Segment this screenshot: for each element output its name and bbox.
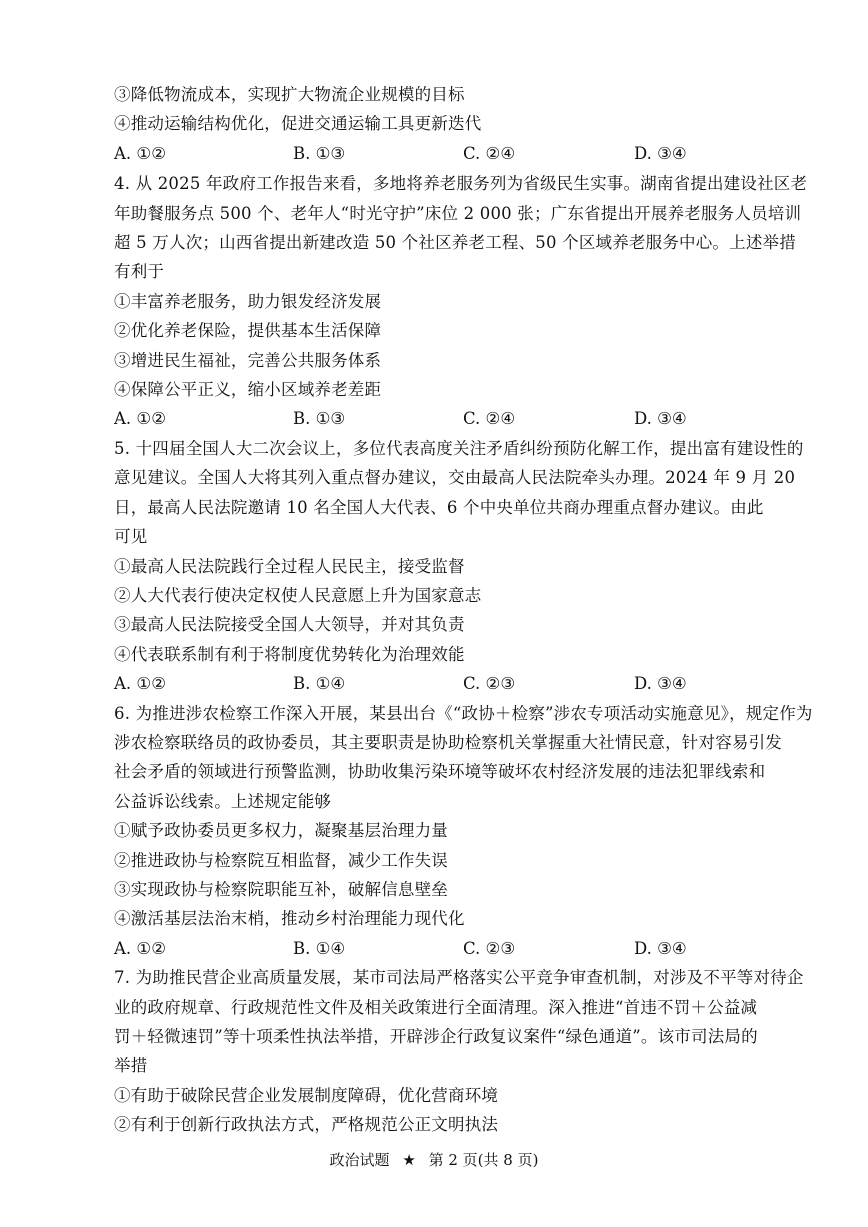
q5-choice-b: B. ①④: [293, 674, 346, 693]
q5-stem-line-1: 5. 十四届全国人大二次会议上，多位代表高度关注矛盾纠纷预防化解工作，提出富有建设性的: [114, 439, 804, 458]
q3-choice-b: B. ①③: [293, 144, 346, 163]
footer-page-number: 第 2 页(共 8 页): [428, 1151, 539, 1169]
q6-option-4: ④激活基层法治末梢，推动乡村治理能力现代化: [114, 909, 465, 928]
q3-choices: [114, 143, 754, 165]
q5-choice-c: C. ②③: [463, 674, 516, 693]
q6-choice-d: D. ③④: [634, 939, 687, 958]
q3-option-3: ③降低物流成本，实现扩大物流企业规模的目标: [114, 85, 465, 104]
q7-stem-line-1: 7. 为助推民营企业高质量发展，某市司法局严格落实公平竞争审查机制，对涉及不平等对待企: [114, 968, 804, 987]
q7-stem-line-4: 举措: [114, 1056, 148, 1075]
q5-option-1: ①最高人民法院践行全过程人民民主，接受监督: [114, 557, 465, 576]
q5-choices: [114, 673, 754, 695]
q5-stem-line-2: 意见建议。全国人大将其列入重点督办建议，交由最高人民法院牵头办理。2024 年 9 月 20: [114, 468, 796, 487]
q3-choice-a: A. ①②: [114, 144, 166, 163]
q4-stem-line-2: 年助餐服务点 500 个、老年人“时光守护”床位 2 000 张；广东省提出开展养老服务人员培训: [114, 204, 802, 223]
q4-choice-d: D. ③④: [634, 409, 687, 428]
q6-choice-b: B. ①④: [293, 939, 346, 958]
page-footer: [0, 1150, 868, 1170]
q6-stem-line-3: 社会矛盾的领域进行预警监测，协助收集污染环境等破坏农村经济发展的违法犯罪线索和: [114, 762, 766, 781]
q4-option-1: ①丰富养老服务，助力银发经济发展: [114, 292, 382, 311]
q7-stem-line-2: 业的政府规章、行政规范性文件及相关政策进行全面清理。深入推进“首违不罚＋公益减: [114, 998, 758, 1017]
q6-option-1: ①赋予政协委员更多权力，凝聚基层治理力量: [114, 821, 448, 840]
q5-choice-d: D. ③④: [634, 674, 687, 693]
q3-option-4: ④推动运输结构优化，促进交通运输工具更新迭代: [114, 114, 482, 133]
q4-choice-b: B. ①③: [293, 409, 346, 428]
q6-choices: [114, 938, 754, 960]
q5-choice-a: A. ①②: [114, 674, 166, 693]
q6-stem-line-4: 公益诉讼线索。上述规定能够: [114, 792, 332, 811]
q6-choice-a: A. ①②: [114, 939, 166, 958]
q3-choice-c: C. ②④: [463, 144, 516, 163]
q4-stem-line-1: 4. 从 2025 年政府工作报告来看，多地将养老服务列为省级民生实事。湖南省提出建设社区老: [114, 174, 808, 193]
q7-option-1: ①有助于破除民营企业发展制度障碍，优化营商环境: [114, 1086, 499, 1105]
q3-choice-d: D. ③④: [634, 144, 687, 163]
q7-option-2: ②有利于创新行政执法方式，严格规范公正文明执法: [114, 1115, 499, 1134]
q4-option-2: ②优化养老保险，提供基本生活保障: [114, 321, 382, 340]
q5-stem-line-3: 日，最高人民法院邀请 10 名全国人大代表、6 个中央单位共商办理重点督办建议。由此: [114, 498, 764, 517]
q5-option-4: ④代表联系制有利于将制度优势转化为治理效能: [114, 645, 465, 664]
q6-choice-c: C. ②③: [463, 939, 516, 958]
q4-option-4: ④保障公平正义，缩小区域养老差距: [114, 380, 382, 399]
star-icon: ★: [402, 1151, 416, 1169]
q4-choice-c: C. ②④: [463, 409, 516, 428]
q5-stem-line-4: 可见: [114, 527, 148, 546]
q6-stem-line-1: 6. 为推进涉农检察工作深入开展，某县出台《“政协＋检察”涉农专项活动实施意见》，规定作为: [114, 704, 813, 723]
q5-option-2: ②人大代表行使决定权使人民意愿上升为国家意志: [114, 586, 482, 605]
q6-stem-line-2: 涉农检察联络员的政协委员，其主要职责是协助检察机关掌握重大社情民意，针对容易引发: [114, 733, 782, 752]
q6-option-3: ③实现政协与检察院职能互补，破解信息壁垒: [114, 880, 448, 899]
q4-choice-a: A. ①②: [114, 409, 166, 428]
q6-option-2: ②推进政协与检察院互相监督，减少工作失误: [114, 851, 448, 870]
q4-choices: [114, 408, 754, 430]
q5-option-3: ③最高人民法院接受全国人大领导，并对其负责: [114, 615, 465, 634]
q7-stem-line-3: 罚＋轻微速罚”等十项柔性执法举措，开辟涉企行政复议案件“绿色通道”。该市司法局的: [114, 1027, 758, 1046]
q4-stem-line-4: 有利于: [114, 262, 165, 281]
q4-stem-line-3: 超 5 万人次；山西省提出新建改造 50 个社区养老工程、50 个区域养老服务中心。上述举措: [114, 233, 796, 252]
q4-option-3: ③增进民生福祉，完善公共服务体系: [114, 351, 382, 370]
footer-subject: 政治试题: [329, 1151, 390, 1169]
